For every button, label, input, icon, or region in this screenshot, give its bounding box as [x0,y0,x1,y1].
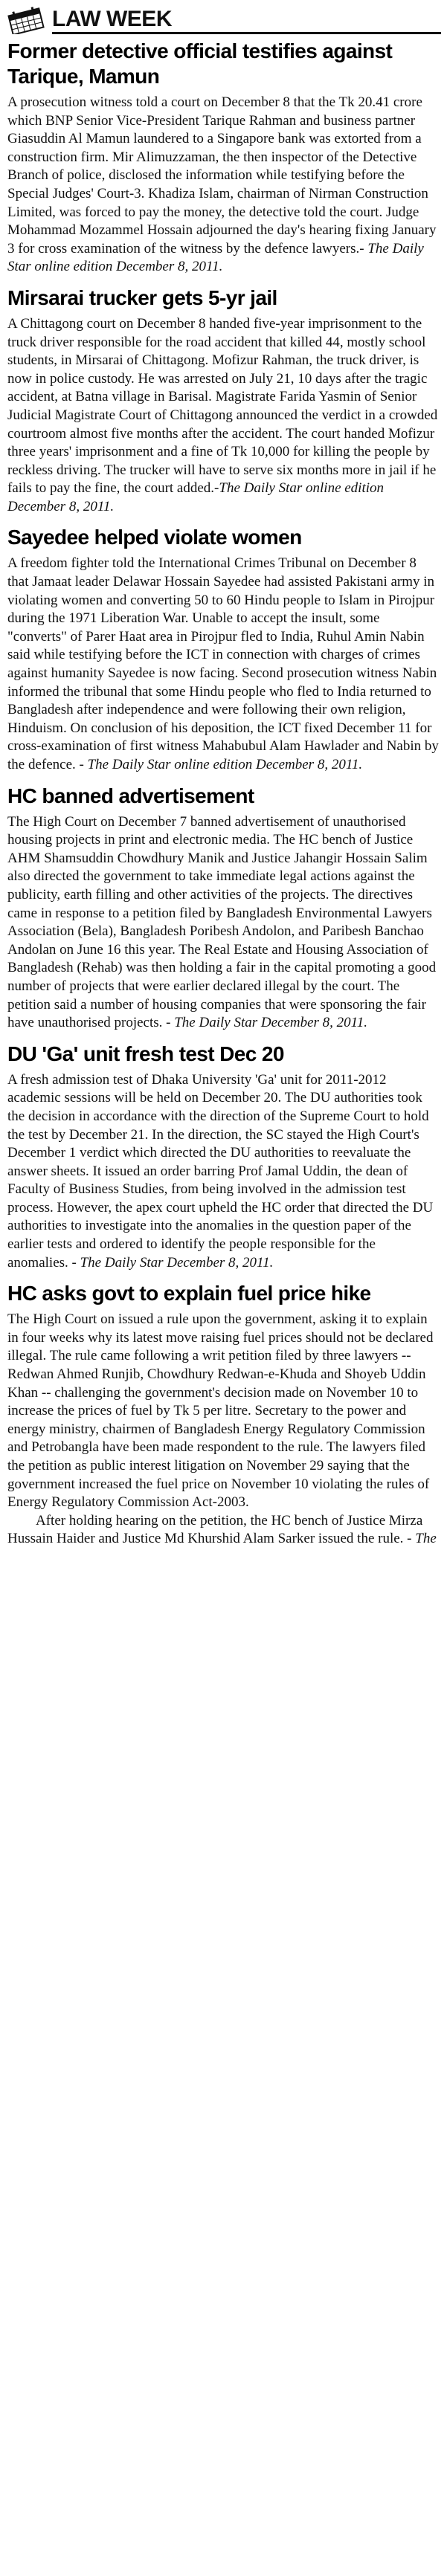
article-paragraph [7,315,440,517]
article-paragraph [7,555,440,774]
article-text: A prosecution witness told a court on December 8 that the Tk 20.41 crore which BNP Senior Vice-President Tarique Rahman and business partner Giasuddin Al Mamun laundered to a Singapore bank was extorted from a construction firm. Mir Alimuzzaman, the then inspector of the Detective Branch of police, disclosed the information while testifying before the Special Judges' Court-3. Khadiza Islam, chairman of Nirman Construction Limited, was forced to pay the money, the detective told the court. Judge Mohammad Mozammel Hossain adjourned the day's hearing fixing January 3 for cross examination of the witness by the defence lawyers.- [7,94,437,256]
article-paragraph [7,813,440,1033]
article-headline: HC asks govt to explain fuel price hike [7,1282,371,1305]
article-source: The Daily Star online edition December 8, 2011. [7,240,424,275]
masthead-rule [52,32,441,34]
article-source: - The Daily Star December 8, 2011. [162,1015,368,1031]
article-headline: DU 'Ga' unit fresh test Dec 20 [7,1042,284,1065]
calendar-icon [6,4,54,34]
article-paragraph [7,1311,440,1512]
article-headline: Former detective official testifies against Tarique, Mamun [7,39,393,88]
article-text: The High Court on issued a rule upon the government, asking it to explain in four weeks why its latest move raising fuel prices should not be declared illegal. The rule came following a writ petition filed by three lawyers -- Redwan Ahmed Runjib, Chowdhury Redwan-e-Khuda and Shoyeb Uddin Khan -- challenging the government's decision made on November 10 to increase the prices of fuel by Tk 5 per litre. Secretary to the power and energy ministry, chairmen of Bangladesh Energy Regulatory Commission and Petrobangla have been made respondent to the rule. The lawyers filed the petition as public interest litigation on November 29 saying that the government increased the fuel price on November 10 violating the rules of Energy Regulatory Commission Act-2003. [7,1311,434,1511]
article-paragraph [7,94,440,277]
article-text: A fresh admission test of Dhaka University 'Ga' unit for 2011-2012 academic sessions will be held on December 20. The DU authorities took the decision in accordance with the direction of the Supreme Court to hold the test by December 21. In the direction, the SC stayed the High Court's December 1 verdict which directed the DU authorities to reevaluate the answer sheets. It issued an order barring Prof Jamal Uddin, the dean of Faculty of Business Studies, from being involved in the admission test process. However, the apex court upheld the HC order that directed the DU authorities to investigate into the anomalies in the question paper of the earlier tests and ordered to identify the people responsible for the anomalies. [7,1071,434,1271]
article-list [7,39,440,1557]
article-paragraph [7,1512,440,1549]
article [7,784,440,1033]
article-paragraph [7,1071,440,1273]
article [7,285,440,517]
article-text: After holding hearing on the petition, the HC bench of Justice Mirza Hussain Haider and Justice Md Khurshid Alam Sarker issued the rule. - [7,1512,423,1547]
article-text: The High Court on December 7 banned advertisement of unauthorised housing projects in print and electronic media. The HC bench of Justice AHM Shamsuddin Chowdhury Manik and Justice Jahangir Hossain Salim also directed the government to take immediate legal actions against the publicity, earth filling and other activities of the projects. The directives came in response to a petition filed by Bangladesh Environmental Lawyers Association (Bela), Bangladesh Poribesh Andolon, and Paribesh Banchao Andolan on June 16 this year. The Real Estate and Housing Association of Bangladesh (Rehab) was then holding a fair in the capital promoting a good number of projects that were earlier declared illegal by the court. The petition said a number of housing companies that were sponsoring the fair have unauthorised projects. [7,813,437,1031]
article [7,1042,440,1273]
section-title: LAW WEEK [52,7,172,31]
article-headline: Sayedee helped violate women [7,526,302,549]
section-masthead [6,4,441,34]
article-text: A freedom fighter told the International Crimes Tribunal on December 8 that Jamaat leader Delawar Hossain Sayedee had assisted Pakistani army in violating women and converting 50 to 60 Hindu people to Islam in Pirojpur during the 1971 Liberation War. Unable to accept the insult, some "converts" of Parer Haat area in Pirojpur fled to India, Ruhul Amin Nabin said while testifying before the ICT in connection with charges of crimes against humanity Sayedee is now facing. Second prosecution witness Nabin informed the tribunal that some Hindu people who fled to India returned to Bangladesh after independence and were following their own religion, Hinduism. On conclusion of his deposition, the ICT fixed December 11 for cross-examination of first witness Mahabubul Alam Hawlader and Nabin by the defence. [7,555,439,772]
article-text: A Chittagong court on December 8 handed five-year imprisonment to the truck driver responsible for the road accident that killed 44, mostly school students, in Mirsarai of Chittagong. Mofizur Rahman, the truck driver, is now in police custody. He was arrested on July 21, 10 days after the tragic accident, at Batna village in Barisal. Magistrate Farida Yasmin of Senior Judicial Magistrate Court of Chittagong announced the verdict in a crowded courtroom almost five months after the accident. The court handed Mofizur three years' imprisonment and a fine of Tk 10,000 for killing the people by reckless driving. The trucker will have to serve six months more in jail if he fails to pay the fine, the court added. [7,315,438,497]
article-headline: HC banned advertisement [7,784,254,807]
article-source: - The Daily Star December 8, 2011. [68,1254,274,1271]
article [7,39,440,277]
article-source: -The Daily Star online edition December 8, 2011. [7,480,385,514]
article-source: The [411,1531,437,1547]
article [7,1281,440,1549]
article [7,525,440,774]
article-source: - The Daily Star online edition December 8, 2011. [75,757,363,772]
article-headline: Mirsarai trucker gets 5-yr jail [7,285,277,309]
